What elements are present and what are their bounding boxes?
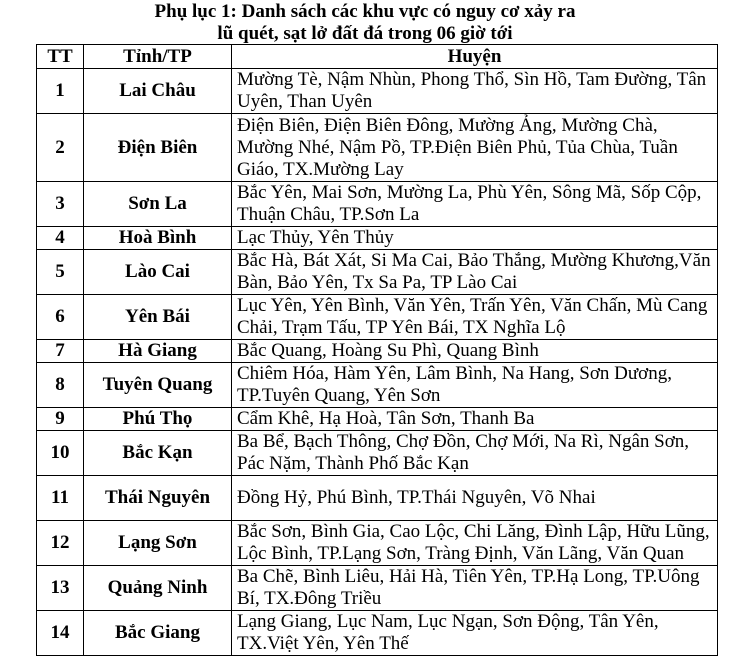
- row-districts: Đồng Hỷ, Phú Bình, TP.Thái Nguyên, Võ Nhai: [232, 476, 718, 521]
- row-tt: 2: [37, 114, 84, 182]
- row-province: Sơn La: [84, 182, 232, 227]
- row-tt: 3: [37, 182, 84, 227]
- row-tt: 4: [37, 227, 84, 250]
- row-tt: 8: [37, 363, 84, 408]
- table-row: [37, 182, 718, 227]
- appendix-title-line1: Phụ lục 1: Danh sách các khu vực có nguy cơ xảy ra: [154, 1, 576, 22]
- header-district: Huyện: [232, 45, 718, 69]
- header-province: Tỉnh/TP: [84, 45, 232, 69]
- table-row: [37, 611, 718, 656]
- row-tt: 13: [37, 566, 84, 611]
- row-province: Quảng Ninh: [84, 566, 232, 611]
- table-row: [37, 431, 718, 476]
- header-tt: TT: [37, 45, 84, 69]
- row-province: Thái Nguyên: [84, 476, 232, 521]
- row-province: Điện Biên: [84, 114, 232, 182]
- row-tt: 14: [37, 611, 84, 656]
- row-districts: Lục Yên, Yên Bình, Văn Yên, Trấn Yên, Văn Chấn, Mù Cang Chải, Trạm Tấu, TP Yên Bái, TX Nghĩa Lộ: [232, 295, 718, 340]
- row-districts: Mường Tè, Nậm Nhùn, Phong Thổ, Sìn Hồ, Tam Đường, Tân Uyên, Than Uyên: [232, 69, 718, 114]
- row-province: Hà Giang: [84, 340, 232, 363]
- table-header-row: [37, 45, 718, 69]
- row-province: Phú Thọ: [84, 408, 232, 431]
- row-tt: 11: [37, 476, 84, 521]
- row-districts: Cẩm Khê, Hạ Hoà, Tân Sơn, Thanh Ba: [232, 408, 718, 431]
- row-province: Lai Châu: [84, 69, 232, 114]
- row-tt: 12: [37, 521, 84, 566]
- row-districts: Ba Chẽ, Bình Liêu, Hải Hà, Tiên Yên, TP.Hạ Long, TP.Uông Bí, TX.Đông Triều: [232, 566, 718, 611]
- table-row: [37, 566, 718, 611]
- row-districts: Bắc Yên, Mai Sơn, Mường La, Phù Yên, Sông Mã, Sốp Cộp, Thuận Châu, TP.Sơn La: [232, 182, 718, 227]
- table-row: [37, 340, 718, 363]
- row-province: Lào Cai: [84, 250, 232, 295]
- row-province: Hoà Bình: [84, 227, 232, 250]
- row-province: Tuyên Quang: [84, 363, 232, 408]
- table-row: [37, 227, 718, 250]
- row-province: Bắc Kạn: [84, 431, 232, 476]
- row-districts: Bắc Sơn, Bình Gia, Cao Lộc, Chi Lăng, Đình Lập, Hữu Lũng, Lộc Bình, TP.Lạng Sơn, Tràng Định, Văn Lãng, Văn Quan: [232, 521, 718, 566]
- table-row: [37, 114, 718, 182]
- appendix-title-line2: lũ quét, sạt lở đất đá trong 06 giờ tới: [217, 23, 513, 44]
- row-tt: 5: [37, 250, 84, 295]
- table-row: [37, 295, 718, 340]
- row-districts: Ba Bể, Bạch Thông, Chợ Đồn, Chợ Mới, Na Rì, Ngân Sơn, Pác Nặm, Thành Phố Bắc Kạn: [232, 431, 718, 476]
- row-districts: Bắc Quang, Hoàng Su Phì, Quang Bình: [232, 340, 718, 363]
- table-row: [37, 250, 718, 295]
- row-province: Yên Bái: [84, 295, 232, 340]
- row-tt: 10: [37, 431, 84, 476]
- table-row: [37, 476, 718, 521]
- row-tt: 1: [37, 69, 84, 114]
- risk-area-table: [36, 44, 718, 656]
- table-row: [37, 408, 718, 431]
- row-districts: Lạc Thủy, Yên Thủy: [232, 227, 718, 250]
- row-tt: 7: [37, 340, 84, 363]
- table-row: [37, 69, 718, 114]
- row-province: Bắc Giang: [84, 611, 232, 656]
- row-tt: 6: [37, 295, 84, 340]
- table-row: [37, 521, 718, 566]
- row-tt: 9: [37, 408, 84, 431]
- row-province: Lạng Sơn: [84, 521, 232, 566]
- row-districts: Điện Biên, Điện Biên Đông, Mường Ảng, Mường Chà, Mường Nhé, Nậm Pồ, TP.Điện Biên Phủ, Tủa Chùa, Tuần Giáo, TX.Mường Lay: [232, 114, 718, 182]
- row-districts: Chiêm Hóa, Hàm Yên, Lâm Bình, Na Hang, Sơn Dương, TP.Tuyên Quang, Yên Sơn: [232, 363, 718, 408]
- table-row: [37, 363, 718, 408]
- row-districts: Lạng Giang, Lục Nam, Lục Ngạn, Sơn Động, Tân Yên, TX.Việt Yên, Yên Thế: [232, 611, 718, 656]
- row-districts: Bắc Hà, Bát Xát, Si Ma Cai, Bảo Thắng, Mường Khương,Văn Bàn, Bảo Yên, Tx Sa Pa, TP Lào Cai: [232, 250, 718, 295]
